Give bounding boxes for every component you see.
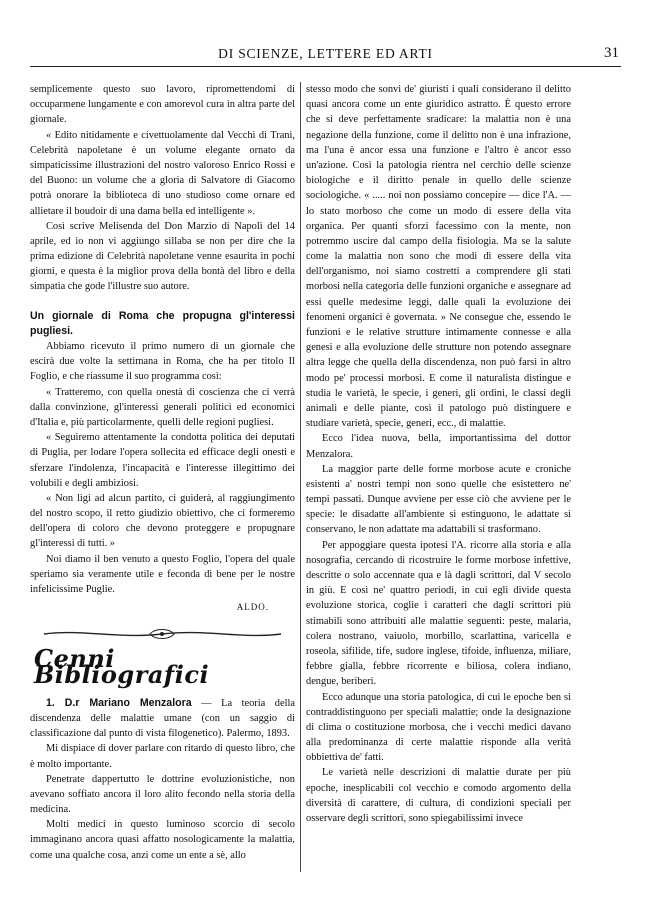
paragraph: Ecco adunque una storia patologica, di cui le epoche ben si contraddistinguono per speciali malattie; onde la designazione di clima o costituzione morbosa, che i vecchi medici davano alla predominanza di certe malattie risponde alla verità obbiettiva de' fatti. xyxy=(306,691,571,764)
paragraph: Ecco l'idea nuova, bella, importantissima del dottor Menzalora. xyxy=(306,433,571,460)
paragraph: semplicemente questo suo lavoro, ripromettendomi di occuparmene lungamente e con amorevol cura in altra parte del giornale. xyxy=(30,84,295,126)
article-heading: Un giornale di Roma che propugna gl'interessi pugliesi. xyxy=(30,309,295,337)
running-header xyxy=(30,44,621,67)
paragraph: « Tratteremo, con quella onestà di coscienza che ci verrà dalla convinzione, gl'interessi generali politici ed economici d'Italia e, più particolarmente, quelli delle regioni pugliesi. xyxy=(30,386,295,428)
paragraph: Abbiamo ricevuto il primo numero di un giornale che escirà due volte la settimana in Roma, che ha per titolo Il Foglio, e che riassume il suo programma così: xyxy=(30,341,295,383)
paragraph: Molti medici in questo luminoso scorcio di secolo immaginano ancora quasi affatto nosologicamente la malattia, come una qualche cosa, anzi come un ente a sè, allo xyxy=(30,819,295,861)
left-column xyxy=(30,82,295,863)
entry-details: — La teoria della discendenza delle malattie umane (con un saggio di classificazione dal punto di vista filogenetico). Palermo, 1893. xyxy=(30,697,295,740)
paragraph: stesso modo che sonvi de' giuristi i quali considerano il delitto quasi ancora come un ente giuridico astratto. È questo errore che si deve perfettamente sradicare: la malattia non è una negazione della funzione, come il delitto non è una infrazione, ma l'una è ancor essa una funzione e l'altro è ancor esso un'azione. Così la patologia rientra nel cerchio delle scienze biologiche e il diritto penale in quello delle scienze sociologiche. « ..... noi non possiamo concepire — dice l'A. — lo stato morboso che come un modo di essere della vita organica. Per quanti sforzi facessimo con la mente, non potremmo uscire dal campo della fisiologia. Ma se la salute come la malattia non sono che modi di essere della vita dell'organismo, noi siamo costretti a comprendere gli stati morbosi nella categoria delle funzioni organiche e assegnare ad essi quelle medesime leggi, dalle quali la evoluzione dei fenomeni organici è governata. » Ne consegue che, essendo le funzioni e le relative strutture intimamente connesse e alla genesi e alla evoluzione delle strutture non potendo assegnare altra legge che quella della discendenza, non può farsi in altro modo pe' processi morbosi. E come il naturalista distingue e studia le varietà, le specie, i generi, gli ordini, le classi degli animali e delle piante, così il patologo può distinguere e studiare varietà, specie, generi, ecc., di malattie. xyxy=(306,84,571,430)
bibliography-entry xyxy=(30,696,295,742)
right-column xyxy=(306,82,571,826)
entry-author: 1. D.r Mariano Menzalora xyxy=(46,696,192,709)
section-title: Cenni Bibliografici xyxy=(34,644,210,689)
decorative-rule-ornament xyxy=(40,627,285,641)
paragraph: Così scrive Melisenda del Don Marzio di Napoli del 14 aprile, ed io non vi aggiungo sillaba se non per dire che la prima edizione di Celebrità napoletane venne esaurita in pochi giorni, e questa è la miglior prova della bontà del libro e della simpatia che gode l'illustre suo autore. xyxy=(30,220,295,293)
journal-title: DI SCIENZE, LETTERE ED ARTI xyxy=(218,46,433,61)
paragraph: « Seguiremo attentamente la condotta politica dei deputati di Puglia, per lodare l'opera sollecita ed efficace degli onesti e sferzare l'indolenza, l'incapacità e l'interesse illegittimo dei volubili e degli ambiziosi. xyxy=(30,432,295,489)
paragraph: « Non ligi ad alcun partito, ci guiderà, al raggiungimento del nostro scopo, il retto giudizio obiettivo, che ci formeremo dell'opera di coloro che devono proteggere e propugnare gl'interessi di tutti. » xyxy=(30,492,295,550)
paragraph: La maggior parte delle forme morbose acute e croniche esistenti a' nostri tempi non sono quelle che esistettero ne' tempi passati. Dunque avviene per esse ciò che avviene per le specie: le disadatte all'ambiente si estinguono, le adattate si conservano, le non adattate ma adattabili si trasformano. xyxy=(306,463,571,536)
page-number: 31 xyxy=(604,45,619,61)
column-divider xyxy=(300,82,301,872)
paragraph: « Edito nitidamente e civettuolamente dal Vecchi di Trani, Celebrità napoletane è un volume elegante ornato da simpaticissime illustrazioni del nostro valoroso Enrico Rossi e del Buono: un volume che a gloria di Salvatore di Giacomo potrà onorare la biblioteca di uno studioso come ornare ed allietare il boudoir di una dama bella ed intelligente ». xyxy=(30,129,295,217)
author-signature: ALDO. xyxy=(236,602,269,613)
paragraph: Penetrate dappertutto le dottrine evoluzionistiche, non avevano soffiato ancora il loro alito fecondo nella storia della medicina. xyxy=(30,773,295,816)
paragraph: Mi dispiace di dover parlare con ritardo di questo libro, che è molto importante. xyxy=(30,743,295,770)
paragraph: Le varietà nelle descrizioni di malattie durate per più epoche, inesplicabili col vecchio e comodo argomento della diversità di carattere, di cultura, di condizioni speciali per osservare degli scrittori, sono spiegabilissimi invece xyxy=(306,767,571,824)
paragraph: Per appoggiare questa ipotesi l'A. ricorre alla storia e alla nosografia, cercando di ricostruire le forme morbose infettive, descritte o solo accennate qua e là dagli scrittori, dal V secolo in giù. E così ne' quattro periodi, in cui egli divide questa evoluzione storica, coglie i caratteri che dagli scrittori più stimabili sono attribuiti alle malattie seguenti: peste, malaria, colera nostrano, vaiuolo, morbillo, scarlattina, varicella e roseola, sifilide, tife, sudore inglese, tifoide, influenza, miliare, febbre gialla, febbre ricorrente e biliosa, colera indiano, dengue, beriberi. xyxy=(306,539,571,688)
paragraph: Noi diamo il ben venuto a questo Foglio, l'opera del quale speriamo sia veramente utile e feconda di bene per le nostre infelicissime Puglie. xyxy=(30,553,295,595)
